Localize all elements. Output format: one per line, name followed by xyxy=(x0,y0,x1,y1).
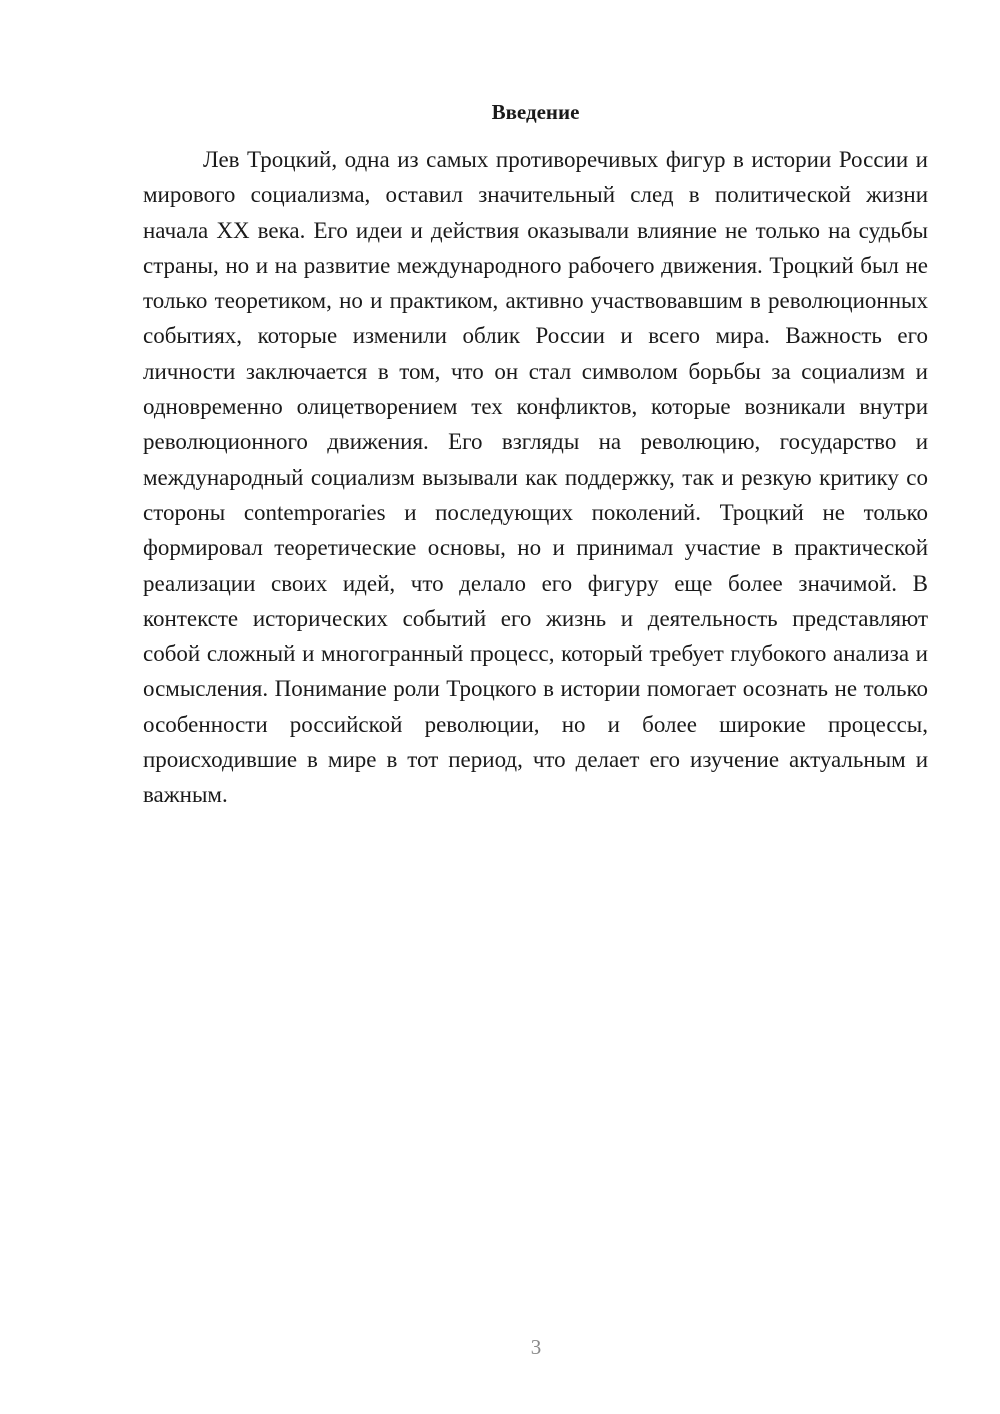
body-paragraph: Лев Троцкий, одна из самых противоречивых фигур в истории России и мирового социализма, оставил значительный след в политической жизни начала XX века. Его идеи и действия оказывали влияние не только на судьбы страны, но и на развитие международного рабочего движения. Троцкий был не только теоретиком, но и практиком, активно участвовавшим в революционных событиях, которые изменили облик России и всего мира. Важность его личности заключается в том, что он стал символом борьбы за социализм и одновременно олицетворением тех конфликтов, которые возникали внутри революционного движения. Его взгляды на революцию, государство и международный социализм вызывали как поддержку, так и резкую критику со стороны contemporaries и последующих поколений. Троцкий не только формировал теоретические основы, но и принимал участие в практической реализации своих идей, что делало его фигуру еще более значимой. В контексте исторических событий его жизнь и деятельность представляют собой сложный и многогранный процесс, который требует глубокого анализа и осмысления. Понимание роли Троцкого в истории помогает осознать не только особенности российской революции, но и более широкие процессы, происходившие в мире в тот период, что делает его изучение актуальным и важным. xyxy=(143,147,928,808)
page-number: 3 xyxy=(530,1335,542,1359)
section-heading: Введение xyxy=(491,100,580,124)
